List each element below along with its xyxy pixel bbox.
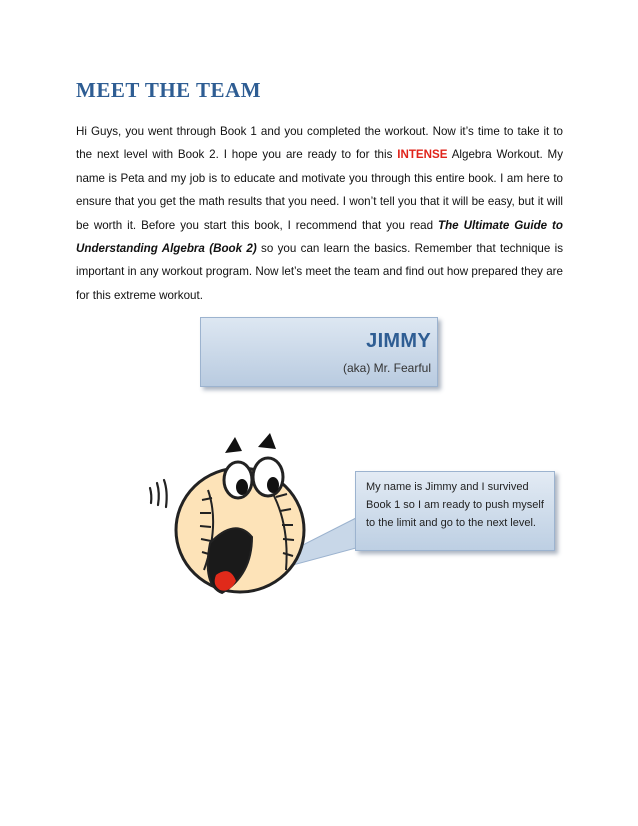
intense-highlight: INTENSE (397, 148, 448, 162)
motion-lines-icon (150, 480, 167, 507)
book-title: The Ultimate Guide to Understanding Algebra (Book 2) (76, 218, 563, 256)
intro-text-part3: so you can learn the basics. Remember that technique is important in any workout program. Now let’s meet the team and find out how prepared they are for this extreme workout. (76, 242, 563, 302)
jimmy-character-illustration (140, 425, 350, 610)
intro-text-part2: Algebra Workout. My name is Peta and my job is to educate and motivate you through this entire book. I am here to ensure that you get the math results that you need. I won’t tell you that it will be easy, but it will be worth it. Before you start this book, I recommend that you read (76, 148, 563, 232)
character-nickname: (aka) Mr. Fearful (342, 361, 431, 375)
page-title: MEET THE TEAM (76, 78, 262, 102)
character-name: JIMMY (366, 330, 431, 352)
intro-text-part1: Hi Guys, you went through Book 1 and you completed the workout. Now it’s time to take it to the next level with Book 2. I hope you are ready to for this (76, 125, 563, 162)
speech-bubble: My name is Jimmy and I survived Book 1 so I am ready to push myself to the limit and go to the next level. (355, 471, 555, 551)
